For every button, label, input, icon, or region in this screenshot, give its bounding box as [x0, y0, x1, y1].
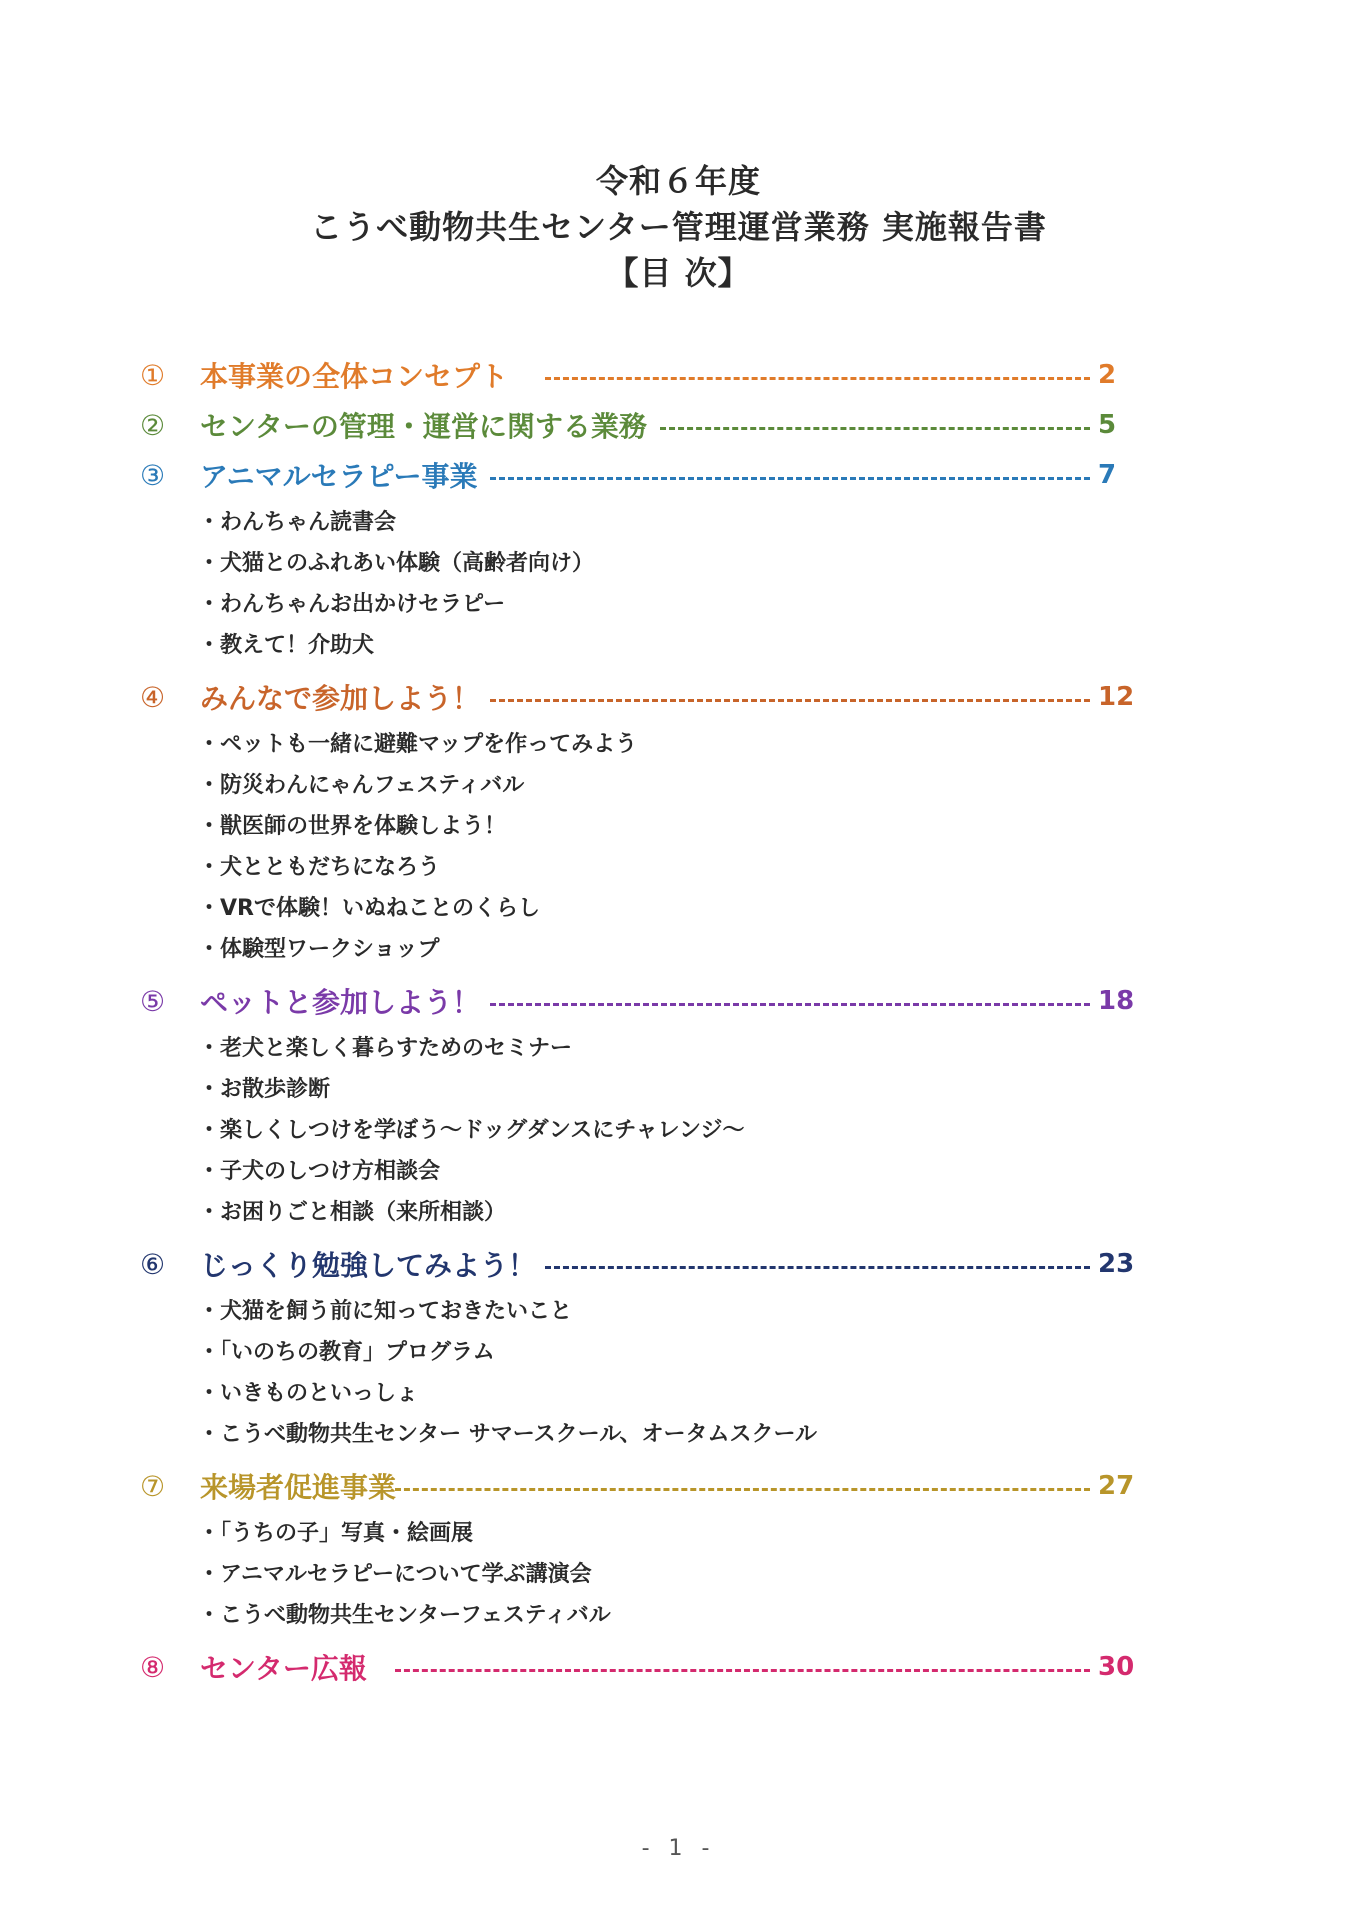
leader-dots [490, 699, 1090, 702]
section-number: ⑤ [140, 984, 166, 1018]
leader-dots [660, 427, 1090, 430]
section-page-number: 23 [1098, 1249, 1135, 1279]
leader-dots [545, 377, 1090, 380]
section-title: 本事業の全体コンセプト [200, 360, 509, 393]
subsection-item: ・犬とともだちになろう [198, 855, 441, 880]
table-of-contents [140, 350, 1140, 1692]
subsection-item: ・犬猫とのふれあい体験（高齢者向け） [198, 551, 595, 576]
section-title: センター広報 [200, 1652, 367, 1685]
subsection-item: ・教えて！介助犬 [198, 633, 375, 658]
section-page-number: 18 [1098, 986, 1135, 1016]
subsection-item: ・「いのちの教育」プログラム [198, 1340, 495, 1365]
section-number: ① [140, 358, 166, 392]
subsection-item: ・「うちの子」写真・絵画展 [198, 1521, 474, 1546]
subsection-list [198, 1291, 1140, 1455]
subsection-item: ・わんちゃん読書会 [198, 510, 397, 535]
section-title: じっくり勉強してみよう！ [200, 1249, 537, 1282]
subsection-item: ・楽しくしつけを学ぼう～ドッグダンスにチャレンジ～ [198, 1118, 745, 1143]
toc-section-1[interactable] [140, 350, 1140, 400]
section-number: ② [140, 408, 166, 442]
subsection-item: ・わんちゃんお出かけセラピー [198, 592, 506, 617]
fiscal-year-title: 令和６年度 [595, 162, 761, 200]
toc-heading: 【目 次】 [606, 254, 751, 292]
subsection-item: ・体験型ワークショップ [198, 937, 440, 962]
subsection-list [198, 502, 1140, 666]
section-title: ペットと参加しよう！ [200, 986, 481, 1019]
section-number: ④ [140, 680, 166, 714]
section-title: センターの管理・運営に関する業務 [200, 410, 647, 443]
report-title: こうべ動物共生センター管理運営業務 実施報告書 [310, 208, 1047, 246]
subsection-item: ・こうべ動物共生センターフェスティバル [198, 1603, 611, 1628]
toc-section-5[interactable] [140, 976, 1140, 1026]
leader-dots [490, 477, 1090, 480]
section-page-number: 7 [1098, 460, 1117, 490]
section-page-number: 27 [1098, 1471, 1135, 1501]
subsection-item: ・お困りごと相談（来所相談） [198, 1200, 507, 1225]
page-number-footer: - 1 - [641, 1836, 716, 1861]
toc-section-7[interactable] [140, 1461, 1140, 1511]
section-page-number: 30 [1098, 1652, 1135, 1682]
subsection-item: ・犬猫を飼う前に知っておきたいこと [198, 1299, 573, 1324]
subsection-list [198, 1028, 1140, 1233]
toc-section-3[interactable] [140, 450, 1140, 500]
section-title: 来場者促進事業 [200, 1471, 397, 1504]
toc-section-4[interactable] [140, 672, 1140, 722]
toc-section-2[interactable] [140, 400, 1140, 450]
subsection-item: ・獣医師の世界を体験しよう！ [198, 814, 507, 839]
subsection-item: ・アニマルセラピーについて学ぶ講演会 [198, 1562, 592, 1587]
section-number: ⑧ [140, 1650, 166, 1684]
section-page-number: 5 [1098, 410, 1117, 440]
section-title: アニマルセラピー事業 [200, 460, 478, 493]
section-number: ⑦ [140, 1469, 166, 1503]
subsection-item: ・VRで体験！いぬねことのくらし [198, 896, 540, 921]
subsection-item: ・ペットも一緒に避難マップを作ってみよう [198, 732, 638, 757]
subsection-list [198, 1513, 1140, 1636]
subsection-item: ・お散歩診断 [198, 1077, 331, 1102]
subsection-list [198, 724, 1140, 970]
toc-section-8[interactable] [140, 1642, 1140, 1692]
document-header [0, 158, 1357, 296]
section-page-number: 12 [1098, 682, 1135, 712]
subsection-item: ・防災わんにゃんフェスティバル [198, 773, 525, 798]
toc-section-6[interactable] [140, 1239, 1140, 1289]
section-title: みんなで参加しよう！ [200, 682, 481, 715]
leader-dots [395, 1669, 1090, 1672]
leader-dots [395, 1488, 1090, 1491]
leader-dots [545, 1266, 1090, 1269]
section-number: ⑥ [140, 1247, 166, 1281]
subsection-item: ・子犬のしつけ方相談会 [198, 1159, 441, 1184]
subsection-item: ・いきものといっしょ [198, 1381, 419, 1406]
section-page-number: 2 [1098, 360, 1117, 390]
leader-dots [490, 1003, 1090, 1006]
section-number: ③ [140, 458, 166, 492]
subsection-item: ・こうべ動物共生センター サマースクール、オータムスクール [198, 1422, 818, 1447]
subsection-item: ・老犬と楽しく暮らすためのセミナー [198, 1036, 573, 1061]
